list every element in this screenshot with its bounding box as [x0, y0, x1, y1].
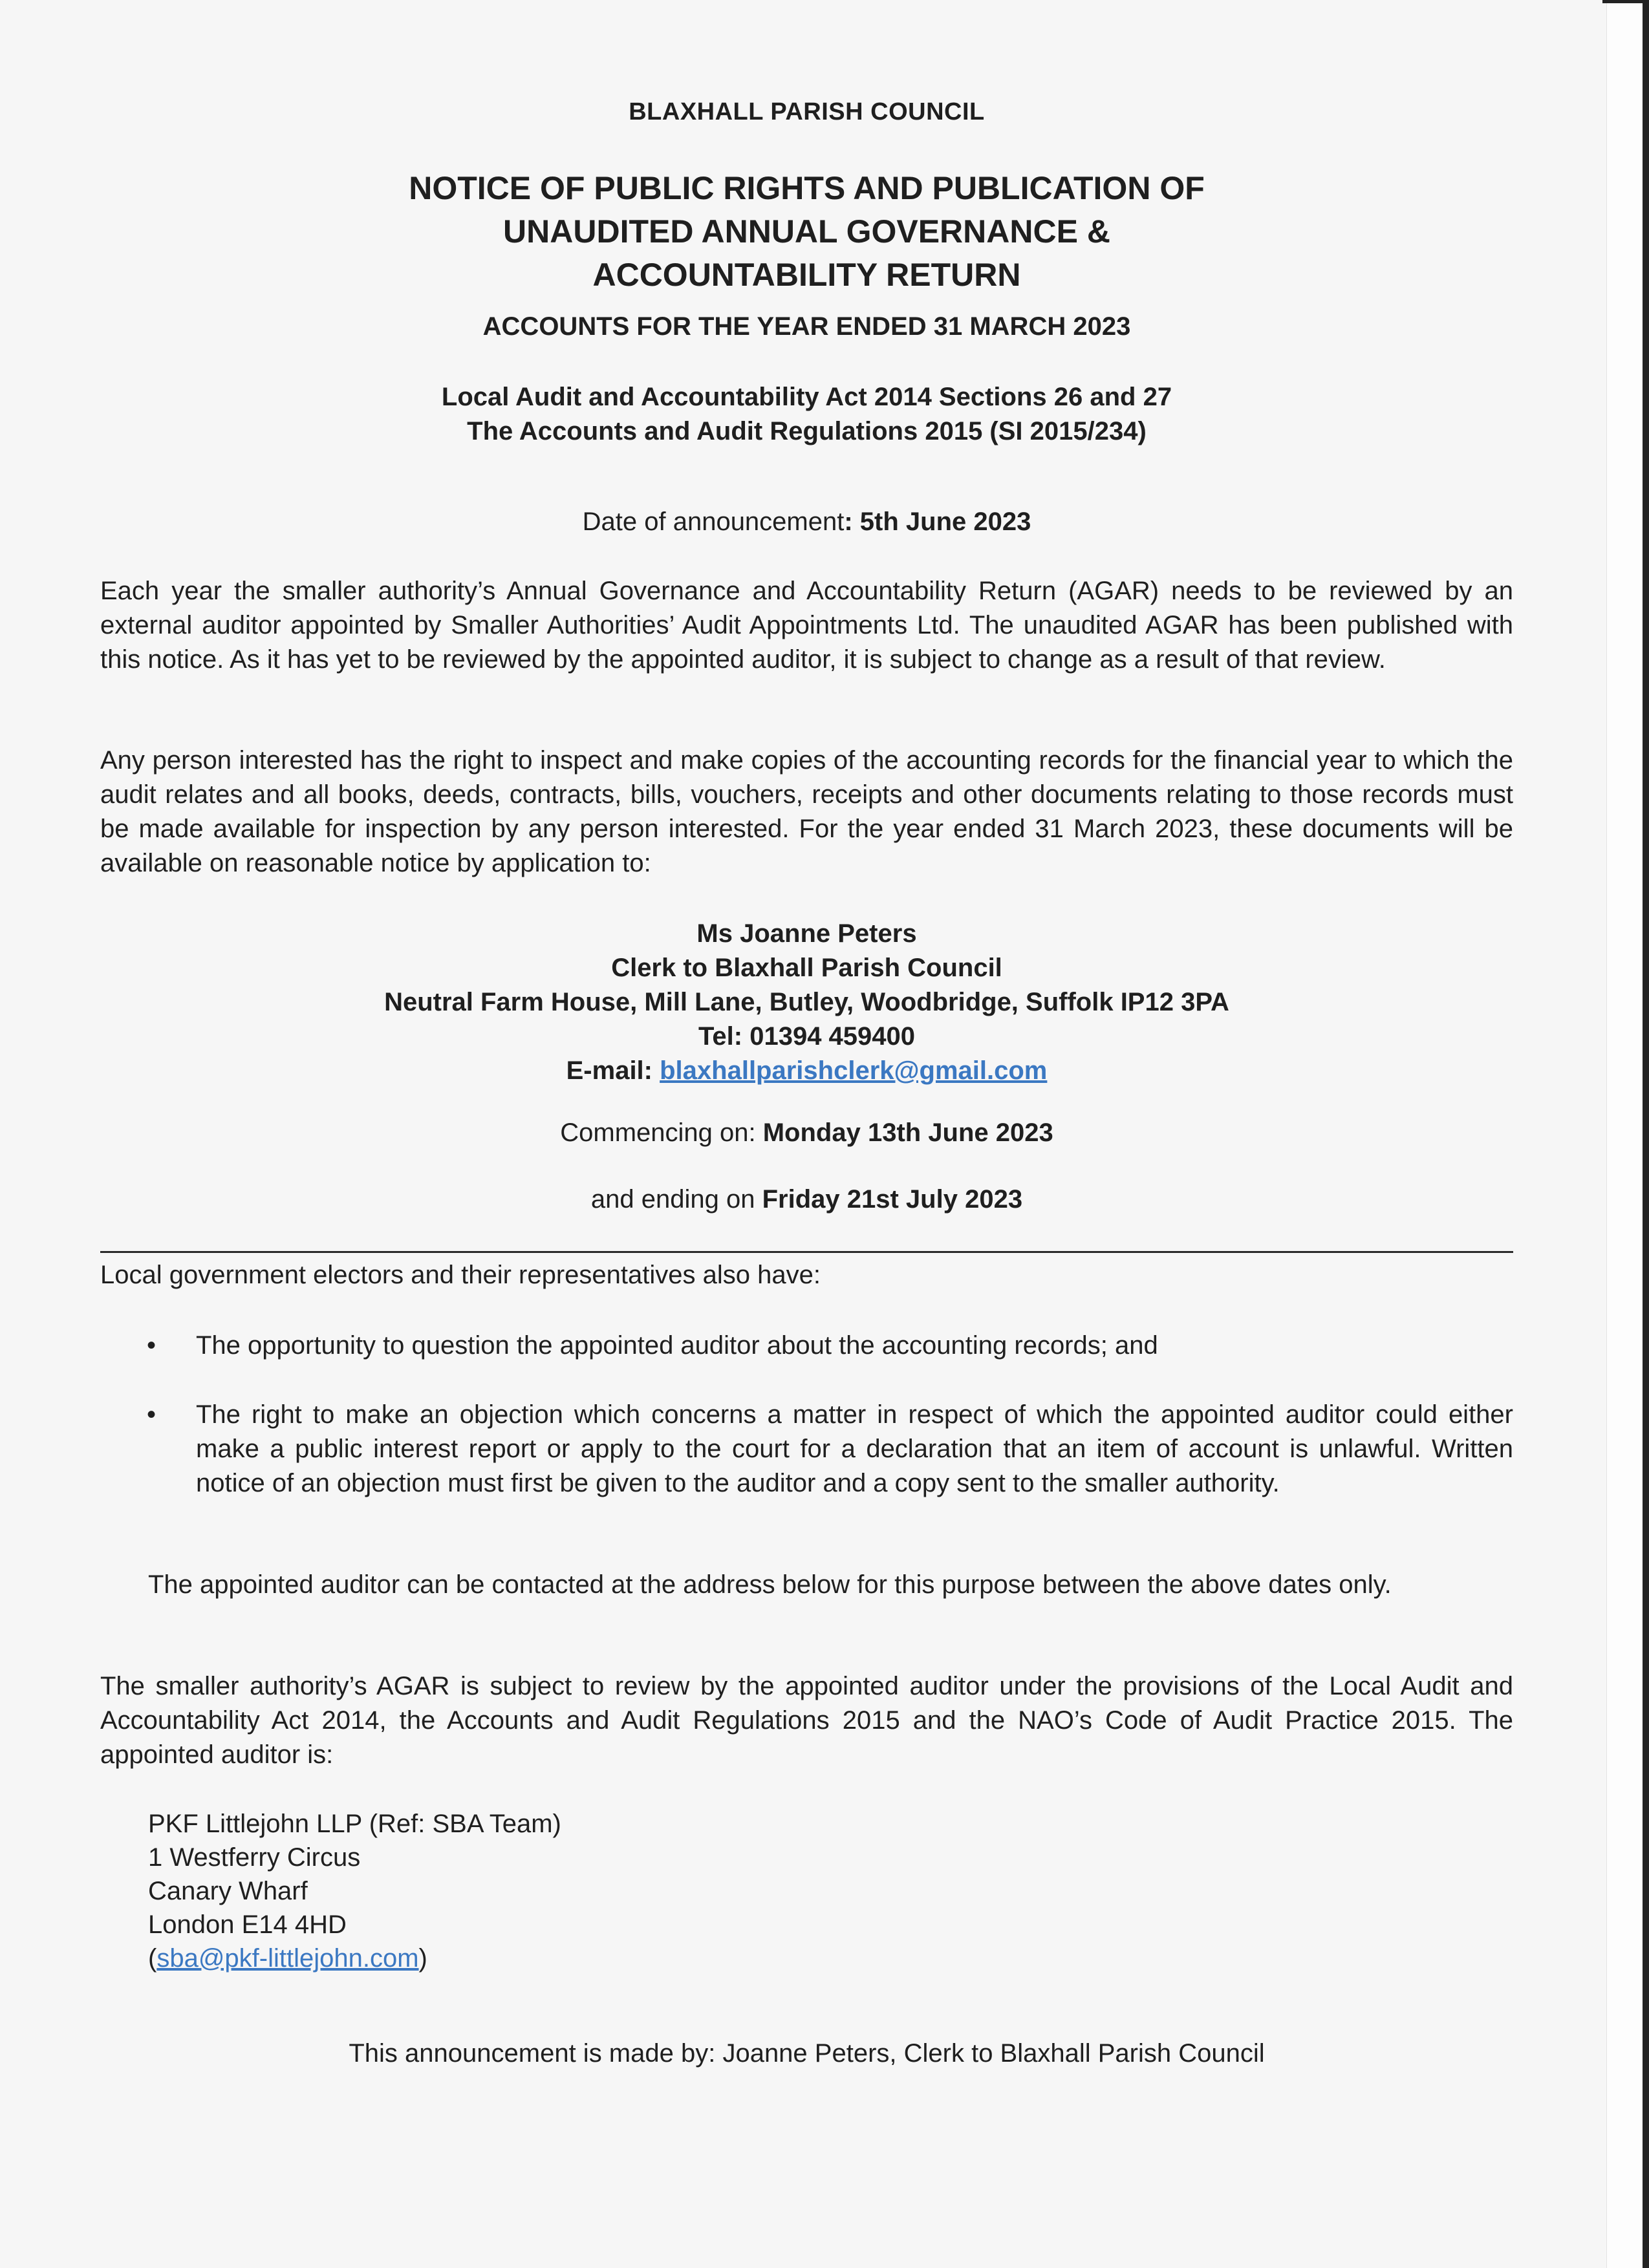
clerk-email-link[interactable]: blaxhallparishclerk@gmail.com [660, 1056, 1048, 1085]
bullet-text: The right to make an objection which concerns a matter in respect of which the appointed auditor could either make a public interest report or apply to the court for a declaration that an item of account is unlawful. Written notice of an objection must first be given to the auditor and a copy sent to the smaller authority. [196, 1400, 1513, 1497]
accounts-year: ACCOUNTS FOR THE YEAR ENDED 31 MARCH 2023 [482, 312, 1131, 341]
scan-edge-top [1602, 0, 1649, 3]
clerk-address: Neutral Farm House, Mill Lane, Butley, Woodbridge, Suffolk IP12 3PA [384, 988, 1229, 1016]
clerk-name: Ms Joanne Peters [696, 919, 917, 948]
bullet-text: The opportunity to question the appointed auditor about the accounting records; and [196, 1331, 1158, 1360]
announcement-signature: This announcement is made by: Joanne Peters, Clerk to Blaxhall Parish Council [349, 2039, 1265, 2068]
heading-line-3: ACCOUNTABILITY RETURN [592, 257, 1021, 293]
auditor-line-2: 1 Westferry Circus [148, 1843, 361, 1872]
announcement-date [100, 508, 1513, 537]
inspection-start-date: Monday 13th June 2023 [762, 1118, 1053, 1147]
clerk-email-row [100, 1054, 1513, 1088]
auditor-line-1: PKF Littlejohn LLP (Ref: SBA Team) [148, 1810, 561, 1838]
auditor-line-3: Canary Wharf [148, 1877, 308, 1905]
legislation-line-1: Local Audit and Accountability Act 2014 Sections 26 and 27 [441, 383, 1172, 411]
electors-intro: Local government electors and their representatives also have: [100, 1261, 821, 1289]
auditor-email-link[interactable]: sba@pkf-littlejohn.com [156, 1944, 419, 1973]
notice-heading [100, 167, 1513, 297]
list-item [100, 1329, 1513, 1363]
legislation-line-2: The Accounts and Audit Regulations 2015 (SI 2015/234) [467, 417, 1147, 445]
announcement-date-value: : 5th June 2023 [844, 508, 1031, 536]
clerk-contact-block [100, 917, 1513, 1088]
clerk-role: Clerk to Blaxhall Parish Council [611, 954, 1002, 982]
paragraph-auditor-review: The smaller authority’s AGAR is subject to review by the appointed auditor under the provisions of the Local Audit and Accountability Act 2014, the Accounts and Audit Regulations 2015 and the NAO’s Code of Audit Practice 2015. The appointed auditor is: [100, 1672, 1513, 1769]
bullet-icon: • [147, 1400, 156, 1429]
inspection-end-date: Friday 21st July 2023 [762, 1185, 1023, 1214]
heading-line-1: NOTICE OF PUBLIC RIGHTS AND PUBLICATION OF [409, 170, 1205, 206]
inspection-start-label: Commencing on: [560, 1118, 763, 1147]
auditor-line-4: London E14 4HD [148, 1910, 347, 1939]
paren-close: ) [418, 1944, 427, 1973]
paragraph-agar-review: Each year the smaller authority’s Annual Governance and Accountability Return (AGAR) needs to be reviewed by an external auditor appointed by Smaller Authorities’ Audit Appointments Ltd. The unaudited AGAR has been published with this notice. As it has yet to be reviewed by the appointed auditor, it is subject to change as a result of that review. [100, 577, 1513, 674]
announcement-date-label: Date of announcement [582, 508, 845, 536]
council-name: BLAXHALL PARISH COUNCIL [629, 98, 985, 125]
inspection-end-label: and ending on [590, 1185, 762, 1214]
clerk-telephone: Tel: 01394 459400 [698, 1022, 916, 1051]
scan-edge-right [1643, 0, 1649, 2268]
legislation-reference [100, 380, 1513, 449]
clerk-email-label: E-mail: [566, 1056, 660, 1085]
bullet-icon: • [147, 1331, 156, 1360]
inspection-start [100, 1118, 1513, 1148]
inspection-end [100, 1185, 1513, 1214]
auditor-address-block [148, 1807, 561, 1975]
section-divider [100, 1251, 1513, 1253]
auditor-email-row [148, 1942, 561, 1975]
heading-line-2: UNAUDITED ANNUAL GOVERNANCE & [503, 213, 1110, 250]
paragraph-inspection-rights: Any person interested has the right to inspect and make copies of the accounting records for the financial year to which the audit relates and all books, deeds, contracts, bills, vouchers, receipts and other documents relating to those records must be made available for inspection by any person interested. For the year ended 31 March 2023, these documents will be available on reasonable notice by application to: [100, 746, 1513, 877]
paren-open: ( [148, 1944, 157, 1973]
scan-margin-strip [1606, 3, 1643, 2268]
auditor-contact-note: The appointed auditor can be contacted at the address below for this purpose between the above dates only. [148, 1570, 1392, 1599]
list-item [100, 1398, 1513, 1501]
